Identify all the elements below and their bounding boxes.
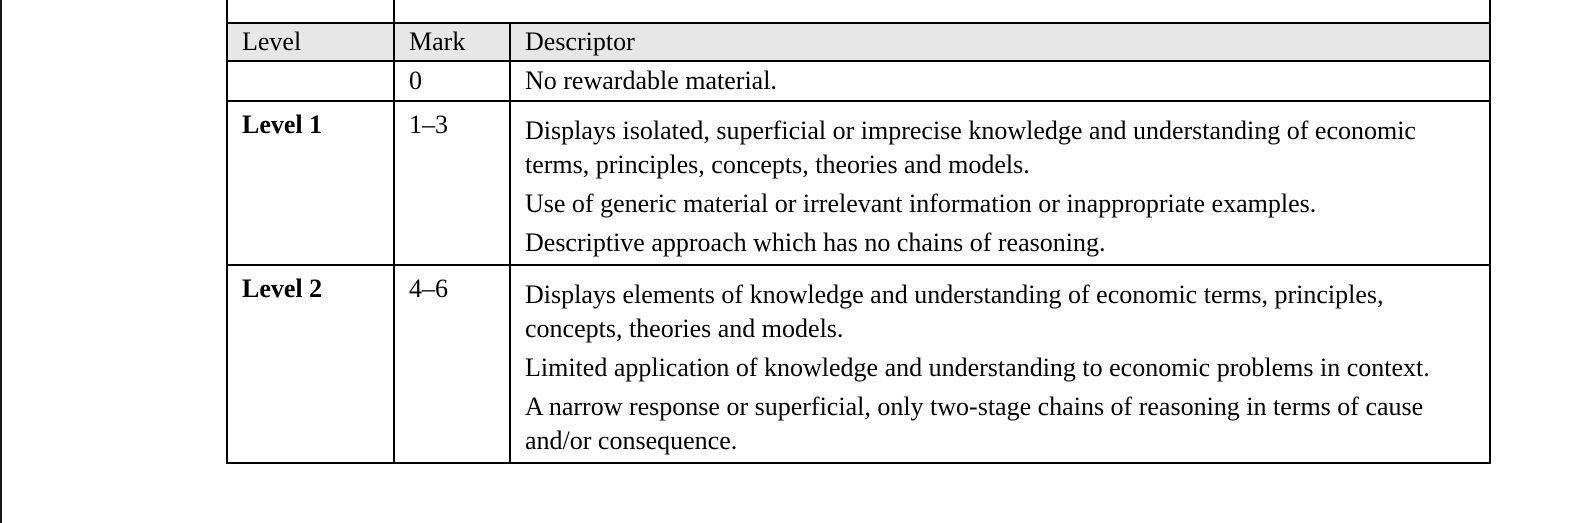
page-edge [0,0,2,523]
table-row [227,101,1490,265]
table-top-row [227,0,1490,23]
descriptor-cell [510,101,1490,265]
descriptor-cell: No rewardable material. [510,61,1490,101]
header-descriptor: Descriptor [510,23,1490,61]
table-header-row [227,23,1490,61]
level-cell: Level 1 [227,101,394,265]
mark-scheme-table [226,0,1491,464]
descriptor-text: Use of generic material or irrelevant information or inappropriate examples. [525,189,1317,218]
descriptor-text: Limited application of knowledge and understanding to economic problems in context. [525,353,1430,382]
descriptor-cell [510,265,1490,463]
table-row [227,61,1490,101]
descriptor-text: Displays elements of knowledge and understanding of economic terms, principles, concepts, theories and models. [525,280,1384,343]
descriptor-text: Descriptive approach which has no chains of reasoning. [525,228,1106,257]
mark-cell: 0 [394,61,510,101]
descriptor-text: Displays isolated, superficial or imprecise knowledge and understanding of economic terms, principles, concepts, theories and models. [525,116,1416,179]
table-row [227,265,1490,463]
mark-cell: 1–3 [394,101,510,265]
mark-cell: 4–6 [394,265,510,463]
mark-scheme-container [226,0,1491,464]
empty-cell [227,0,394,23]
descriptor-text: A narrow response or superficial, only two-stage chains of reasoning in terms of cause and/or consequence. [525,392,1424,455]
empty-cell [394,0,1490,23]
header-level: Level [227,23,394,61]
level-cell: Level 2 [227,265,394,463]
header-mark: Mark [394,23,510,61]
level-cell [227,61,394,101]
